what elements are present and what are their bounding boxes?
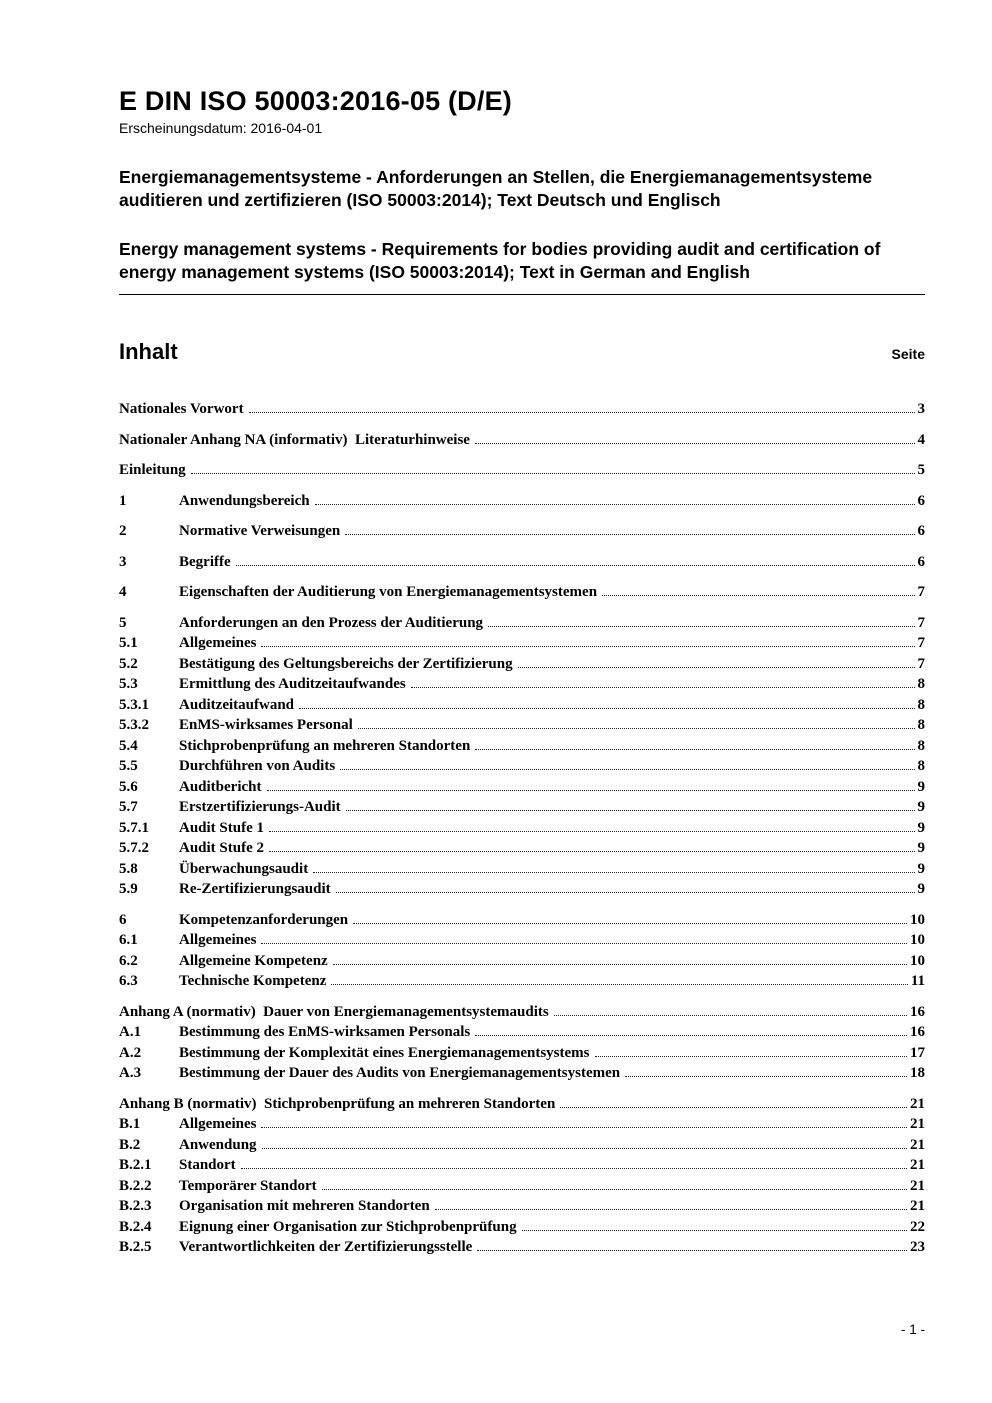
dot-leader (191, 473, 915, 474)
toc-entry-number: 5.3.1 (119, 696, 149, 713)
toc-entry-number: 5.8 (119, 860, 138, 877)
toc-entry-page: 21 (910, 1136, 925, 1153)
doc-number: E DIN ISO 50003:2016-05 (D/E) (119, 86, 512, 116)
dot-leader (625, 1076, 907, 1077)
toc-entry-page: 8 (917, 696, 925, 713)
toc-entry-number: 5.7.2 (119, 840, 149, 857)
toc-entry-title: Re-Zertifizierungsaudit (179, 881, 331, 898)
dot-leader (262, 1148, 907, 1149)
toc-entry-title: Durchführen von Audits (179, 758, 336, 775)
toc-entry-title: Stichprobenprüfung an mehreren Standorten (179, 737, 471, 754)
toc-entry (119, 460, 925, 481)
toc-entry (119, 818, 925, 839)
toc-entry-title: EnMS-wirksames Personal (179, 717, 353, 734)
header-divider (119, 294, 925, 295)
toc-entry-page: 9 (917, 799, 925, 816)
dot-leader (475, 749, 914, 750)
dot-leader (269, 831, 914, 832)
toc-entry-page: 17 (910, 1044, 925, 1061)
toc-entry-page: 21 (910, 1116, 925, 1133)
dot-leader (595, 1056, 907, 1057)
toc-entry-number: B.2.5 (119, 1239, 152, 1256)
toc-entry-title: Allgemeines (179, 932, 257, 949)
toc-entry (119, 951, 925, 972)
dot-leader (261, 943, 907, 944)
toc-entry-title: Temporärer Standort (179, 1177, 317, 1194)
toc-entry-page: 9 (917, 819, 925, 836)
title-german: Energiemanagementsysteme - Anforderungen an Stellen, die Energiemanagementsysteme auditieren und zertifizieren (ISO 50003:2014); Text Deutsch und Englisch (119, 167, 873, 211)
toc-entry-title: Normative Verweisungen (179, 523, 341, 540)
toc-entry-title: Allgemeine Kompetenz (179, 952, 328, 969)
toc-entry-number: 5.7.1 (119, 819, 149, 836)
dot-leader (313, 872, 914, 873)
toc-heading: Inhalt (119, 339, 178, 365)
toc-entry (119, 1002, 925, 1023)
toc-entry-number: 5 (119, 614, 127, 631)
document-header (119, 86, 925, 295)
toc-entry (119, 1043, 925, 1064)
toc-entry-title: Anwendungsbereich (179, 492, 310, 509)
toc-entry (119, 777, 925, 798)
toc-entry-number: B.2.2 (119, 1177, 152, 1194)
toc-entry (119, 930, 925, 951)
toc-entry (119, 695, 925, 716)
toc-entry-number: 5.3 (119, 676, 138, 693)
toc-entry (119, 582, 925, 603)
toc-entry-page: 9 (917, 840, 925, 857)
toc-entry-number: B.2.1 (119, 1157, 152, 1174)
toc-entry (119, 1063, 925, 1084)
toc-entry-title: Audit Stufe 2 (179, 840, 265, 857)
toc-list (119, 399, 925, 1258)
toc-entry (119, 399, 925, 420)
toc-entry (119, 1176, 925, 1197)
toc-entry-number: 1 (119, 492, 127, 509)
toc-entry (119, 1196, 925, 1217)
toc-entry-title: Auditzeitaufwand (179, 696, 295, 713)
toc-entry (119, 1155, 925, 1176)
toc-entry-title: Anhang A (normativ) Dauer von Energiemanagementsystemaudits (119, 1003, 549, 1020)
toc-entry (119, 736, 925, 757)
toc-entry (119, 715, 925, 736)
toc-header (119, 339, 925, 365)
toc-entry-title: Audit Stufe 1 (179, 819, 265, 836)
toc-entry-page: 7 (917, 614, 925, 631)
toc-entry-page: 9 (917, 860, 925, 877)
toc-entry-title: Eignung einer Organisation zur Stichprobenprüfung (179, 1218, 517, 1235)
dot-leader (315, 504, 915, 505)
toc-entry-title: Bestimmung der Komplexität eines Energiemanagementsystems (179, 1044, 590, 1061)
page-number: - 1 - (900, 1322, 925, 1337)
toc-entry-number: 3 (119, 553, 127, 570)
toc-entry-title: Einleitung (119, 462, 186, 479)
toc-entry-page: 4 (917, 431, 925, 448)
dot-leader (322, 1189, 907, 1190)
toc-entry-page: 16 (910, 1003, 925, 1020)
dot-leader (475, 443, 915, 444)
toc-entry-page: 6 (917, 492, 925, 509)
toc-entry (119, 613, 925, 634)
toc-entry-page: 7 (917, 584, 925, 601)
toc-entry-page: 18 (910, 1065, 925, 1082)
dot-leader (346, 810, 915, 811)
dot-leader (488, 626, 914, 627)
dot-leader (267, 790, 915, 791)
toc-entry-number: 5.2 (119, 655, 138, 672)
dot-leader (435, 1209, 907, 1210)
toc-entry-page: 6 (917, 553, 925, 570)
toc-entry-number: 6.1 (119, 932, 138, 949)
toc-entry-number: 6.3 (119, 973, 138, 990)
toc-entry-page: 9 (917, 881, 925, 898)
toc-entry-page: 6 (917, 523, 925, 540)
toc-entry-number: B.2.3 (119, 1198, 152, 1215)
toc-entry (119, 1135, 925, 1156)
toc-entry (119, 756, 925, 777)
toc-entry (119, 859, 925, 880)
toc-entry-title: Organisation mit mehreren Standorten (179, 1198, 430, 1215)
toc-entry-number: 4 (119, 584, 127, 601)
toc-entry-title: Bestimmung des EnMS-wirksamen Personals (179, 1024, 471, 1041)
toc-entry (119, 971, 925, 992)
toc-entry-number: A.1 (119, 1024, 142, 1041)
toc-entry-title: Bestätigung des Geltungsbereichs der Zertifizierung (179, 655, 513, 672)
toc-entry-title: Verantwortlichkeiten der Zertifizierungsstelle (179, 1239, 473, 1256)
toc-entry-title: Nationaler Anhang NA (informativ) Literaturhinweise (119, 431, 470, 448)
toc-entry (119, 674, 925, 695)
publish-date: Erscheinungsdatum: 2016-04-01 (119, 120, 323, 136)
toc-entry-page: 21 (910, 1177, 925, 1194)
toc-entry-page: 8 (917, 737, 925, 754)
toc-entry (119, 1237, 925, 1258)
toc-entry-number: B.1 (119, 1116, 141, 1133)
toc-entry (119, 1217, 925, 1238)
dot-leader (241, 1168, 907, 1169)
dot-leader (353, 923, 907, 924)
toc-entry-page: 23 (910, 1239, 925, 1256)
dot-leader (299, 708, 914, 709)
toc-entry-title: Erstzertifizierungs-Audit (179, 799, 341, 816)
toc-entry-number: A.3 (119, 1065, 142, 1082)
toc-entry-number: 5.9 (119, 881, 138, 898)
dot-leader (477, 1250, 907, 1251)
dot-leader (345, 534, 914, 535)
toc-entry-number: 6 (119, 911, 127, 928)
toc-entry-title: Auditbericht (179, 778, 262, 795)
dot-leader (331, 984, 907, 985)
dot-leader (249, 412, 915, 413)
toc-entry (119, 430, 925, 451)
dot-leader (269, 851, 914, 852)
dot-leader (261, 1127, 907, 1128)
toc-entry-page: 21 (910, 1095, 925, 1112)
toc-entry-title: Anwendung (179, 1136, 257, 1153)
dot-leader (340, 769, 914, 770)
toc-entry-title: Bestimmung der Dauer des Audits von Energiemanagementsystemen (179, 1065, 621, 1082)
toc-entry-title: Überwachungsaudit (179, 860, 309, 877)
toc-entry-number: B.2 (119, 1136, 141, 1153)
toc-entry-number: 5.1 (119, 635, 138, 652)
toc-entry (119, 1022, 925, 1043)
dot-leader (554, 1015, 907, 1016)
toc-entry-number: 2 (119, 523, 127, 540)
title-english: Energy management systems - Requirements for bodies providing audit and certification of energy management systems (ISO 50003:2014); Text in German and English (119, 239, 881, 283)
toc-entry-page: 10 (910, 911, 925, 928)
toc-entry (119, 910, 925, 931)
toc-entry (119, 521, 925, 542)
toc-entry-title: Ermittlung des Auditzeitaufwandes (179, 676, 406, 693)
toc-entry-title: Begriffe (179, 553, 231, 570)
dot-leader (560, 1107, 907, 1108)
dot-leader (411, 687, 915, 688)
toc-entry-number: B.2.4 (119, 1218, 152, 1235)
dot-leader (522, 1230, 907, 1231)
toc-entry-page: 11 (910, 973, 925, 990)
toc-entry-title: Allgemeines (179, 635, 257, 652)
toc-entry-page: 16 (910, 1024, 925, 1041)
toc-entry (119, 838, 925, 859)
dot-leader (602, 595, 914, 596)
toc-entry-title: Kompetenzanforderungen (179, 911, 349, 928)
toc-entry-number: 5.6 (119, 778, 138, 795)
toc-entry-page: 22 (910, 1218, 925, 1235)
toc-entry-page: 7 (917, 635, 925, 652)
toc-entry-number: 5.4 (119, 737, 138, 754)
toc-entry-number: A.2 (119, 1044, 142, 1061)
toc-entry (119, 1094, 925, 1115)
toc-entry-number: 6.2 (119, 952, 138, 969)
toc-entry (119, 633, 925, 654)
toc-entry-title: Eigenschaften der Auditierung von Energiemanagementsystemen (179, 584, 598, 601)
toc-entry-page: 21 (910, 1198, 925, 1215)
toc-entry-page: 7 (917, 655, 925, 672)
toc-entry (119, 552, 925, 573)
toc-entry-page: 8 (917, 758, 925, 775)
table-of-contents (119, 339, 925, 1258)
dot-leader (336, 892, 915, 893)
toc-entry-page: 3 (917, 401, 925, 418)
toc-entry (119, 491, 925, 512)
dot-leader (261, 646, 914, 647)
toc-entry-title: Nationales Vorwort (119, 401, 244, 418)
toc-entry (119, 654, 925, 675)
toc-entry-page: 10 (910, 932, 925, 949)
toc-entry-page: 9 (917, 778, 925, 795)
toc-entry (119, 879, 925, 900)
toc-entry (119, 797, 925, 818)
toc-entry-page: 21 (910, 1157, 925, 1174)
dot-leader (236, 565, 915, 566)
toc-entry-title: Anhang B (normativ) Stichprobenprüfung an mehreren Standorten (119, 1095, 556, 1112)
toc-entry-page: 5 (917, 462, 925, 479)
dot-leader (333, 964, 907, 965)
toc-page-label: Seite (891, 346, 925, 363)
dot-leader (358, 728, 915, 729)
dot-leader (518, 667, 915, 668)
toc-entry-page: 8 (917, 717, 925, 734)
dot-leader (475, 1035, 907, 1036)
toc-entry-page: 10 (910, 952, 925, 969)
toc-entry-number: 5.5 (119, 758, 138, 775)
toc-entry-title: Anforderungen an den Prozess der Auditierung (179, 614, 484, 631)
toc-entry-number: 5.3.2 (119, 717, 149, 734)
toc-entry (119, 1114, 925, 1135)
toc-entry-page: 8 (917, 676, 925, 693)
toc-entry-title: Technische Kompetenz (179, 973, 327, 990)
page-footer (901, 1322, 925, 1337)
toc-entry-title: Allgemeines (179, 1116, 257, 1133)
toc-entry-title: Standort (179, 1157, 236, 1174)
toc-entry-number: 5.7 (119, 799, 138, 816)
